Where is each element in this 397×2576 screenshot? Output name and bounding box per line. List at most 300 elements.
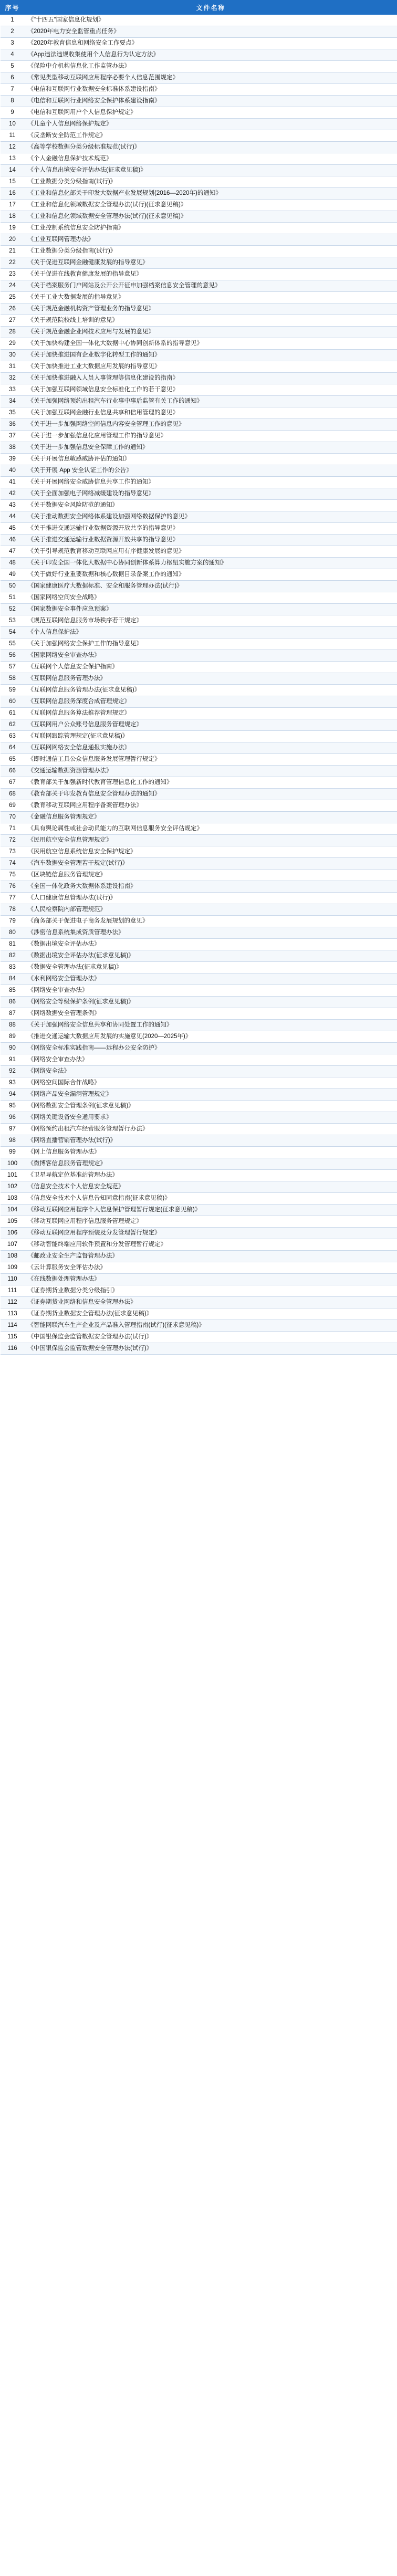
cell-document-name: 《关于进一步加强信息化应用管理工作的指导意见》 — [25, 431, 397, 442]
cell-document-name: 《关于档案服务门户网站及公开公开征申加强档案信息安全管理的意见》 — [25, 280, 397, 292]
cell-document-name: 《App违法违规收集使用个人信息行为认定方法》 — [25, 49, 397, 61]
cell-index: 85 — [1, 985, 25, 997]
cell-document-name: 《反垄断安全防范工作规定》 — [25, 130, 397, 142]
cell-document-name: 《工业互联网管理办法》 — [25, 234, 397, 246]
cell-index: 78 — [1, 904, 25, 916]
table-row — [1, 454, 397, 465]
cell-document-name: 《关于推动数据安全网络体系建设加强网络数据保护的意见》 — [25, 511, 397, 523]
cell-document-name: 《互联网信息服务管理办法》 — [25, 673, 397, 685]
cell-index: 13 — [1, 153, 25, 165]
cell-document-name: 《信息安全技术个人信息告知同意指南(征求意见稿)》 — [25, 1193, 397, 1205]
cell-document-name: 《2020年电力安全监管重点任务》 — [25, 26, 397, 38]
cell-document-name: 《关于促进互联网金融健康发展的指导意见》 — [25, 257, 397, 269]
cell-index: 2 — [1, 26, 25, 38]
cell-document-name: 《电信和互联网行业数据安全标准体系建设指南》 — [25, 84, 397, 96]
table-row — [1, 650, 397, 662]
table-row — [1, 777, 397, 789]
table-row — [1, 638, 397, 650]
table-header — [1, 1, 397, 15]
cell-document-name: 《国家网络空间安全战略》 — [25, 592, 397, 604]
cell-index: 3 — [1, 38, 25, 49]
cell-document-name: 《网络安全审查办法》 — [25, 1054, 397, 1066]
table-row — [1, 407, 397, 419]
cell-index: 63 — [1, 731, 25, 742]
table-row — [1, 823, 397, 835]
table-row — [1, 1135, 397, 1147]
table-row — [1, 107, 397, 119]
table-row — [1, 812, 397, 823]
cell-document-name: 《网络安全标准实践指南——远程办公安全防护》 — [25, 1043, 397, 1054]
cell-index: 8 — [1, 96, 25, 107]
cell-index: 98 — [1, 1135, 25, 1147]
cell-index: 54 — [1, 627, 25, 638]
cell-document-name: 《涉密信息系统集成资质管理办法》 — [25, 927, 397, 939]
table-row — [1, 696, 397, 708]
cell-index: 92 — [1, 1066, 25, 1077]
table-row — [1, 789, 397, 800]
table-row — [1, 327, 397, 338]
cell-document-name: 《民用航空安全信息管理规定》 — [25, 835, 397, 846]
cell-index: 102 — [1, 1181, 25, 1193]
cell-index: 48 — [1, 558, 25, 569]
cell-index: 10 — [1, 119, 25, 130]
cell-document-name: 《关于进一步加强网络空间信息内容安全管理工作的意见》 — [25, 419, 397, 431]
cell-index: 77 — [1, 893, 25, 904]
cell-index: 18 — [1, 211, 25, 223]
cell-index: 74 — [1, 858, 25, 870]
table-row — [1, 615, 397, 627]
table-row — [1, 1112, 397, 1124]
cell-document-name: 《即时通信工具公众信息服务发展管理暂行规定》 — [25, 754, 397, 766]
table-row — [1, 280, 397, 292]
cell-document-name: 《关于加强网络预约出租汽车行业事中事后监管有关工作的通知》 — [25, 396, 397, 407]
table-row — [1, 1170, 397, 1181]
cell-document-name: 《关于加强网络安全保护工作的指导意见》 — [25, 638, 397, 650]
cell-document-name: 《教育移动互联网应用程序备案管理办法》 — [25, 800, 397, 812]
cell-index: 90 — [1, 1043, 25, 1054]
cell-document-name: 《工业控制系统信息安全防护指南》 — [25, 223, 397, 234]
cell-document-name: 《关于引导规范教育移动互联网应用有序健康发展的意见》 — [25, 546, 397, 558]
cell-document-name: 《在线数据处理管理办法》 — [25, 1274, 397, 1285]
cell-index: 49 — [1, 569, 25, 581]
table-row — [1, 234, 397, 246]
table-row — [1, 985, 397, 997]
table-row — [1, 1158, 397, 1170]
cell-index: 107 — [1, 1239, 25, 1251]
table-row — [1, 569, 397, 581]
cell-index: 101 — [1, 1170, 25, 1181]
cell-index: 22 — [1, 257, 25, 269]
table-row — [1, 950, 397, 962]
cell-document-name: 《商务部关于促进电子商务发展规划的意见》 — [25, 916, 397, 927]
cell-document-name: 《卫星导航定位基准站管理办法》 — [25, 1170, 397, 1181]
table-row — [1, 1251, 397, 1262]
cell-index: 97 — [1, 1124, 25, 1135]
cell-document-name: 《网络直播营销管理办法(试行)》 — [25, 1135, 397, 1147]
cell-index: 50 — [1, 581, 25, 592]
table-row — [1, 38, 397, 49]
cell-document-name: 《证券期货业网络和信息安全管理办法》 — [25, 1297, 397, 1308]
table-row — [1, 1297, 397, 1308]
cell-index: 21 — [1, 246, 25, 257]
cell-index: 105 — [1, 1216, 25, 1228]
table-row — [1, 500, 397, 511]
cell-index: 14 — [1, 165, 25, 176]
cell-document-name: 《网络安全审查办法》 — [25, 985, 397, 997]
cell-document-name: 《电信和互联网用户个人信息保护规定》 — [25, 107, 397, 119]
table-row — [1, 1124, 397, 1135]
cell-index: 69 — [1, 800, 25, 812]
table-row — [1, 1043, 397, 1054]
table-row — [1, 119, 397, 130]
table-row — [1, 200, 397, 211]
cell-document-name: 《个人信息保护法》 — [25, 627, 397, 638]
cell-document-name: 《关于工业大数据发展的指导意见》 — [25, 292, 397, 303]
table-row — [1, 742, 397, 754]
table-row — [1, 719, 397, 731]
cell-index: 31 — [1, 361, 25, 373]
table-row — [1, 188, 397, 200]
cell-document-name: 《互联网信息服务算法推荐管理规定》 — [25, 708, 397, 719]
cell-document-name: 《互联网信息服务深度合成管理规定》 — [25, 696, 397, 708]
cell-document-name: 《"十四五"国家信息化规划》 — [25, 15, 397, 26]
cell-document-name: 《信息安全技术个人信息安全规范》 — [25, 1181, 397, 1193]
table-row — [1, 673, 397, 685]
table-row — [1, 246, 397, 257]
cell-index: 88 — [1, 1020, 25, 1031]
table-row — [1, 939, 397, 950]
cell-index: 110 — [1, 1274, 25, 1285]
table-row — [1, 1020, 397, 1031]
cell-index: 47 — [1, 546, 25, 558]
cell-index: 82 — [1, 950, 25, 962]
cell-document-name: 《关于进一步加强信息安全保障工作的通知》 — [25, 442, 397, 454]
cell-index: 115 — [1, 1332, 25, 1343]
cell-document-name: 《关于加快推进融入人员人事管理等信息化建设的指南》 — [25, 373, 397, 384]
cell-document-name: 《国家健康医疗大数据标准、安全和服务管理办法(试行)》 — [25, 581, 397, 592]
cell-document-name: 《云计算服务安全评估办法》 — [25, 1262, 397, 1274]
table-row — [1, 962, 397, 973]
cell-index: 17 — [1, 200, 25, 211]
table-row — [1, 904, 397, 916]
table-row — [1, 627, 397, 638]
cell-document-name: 《关于数据安全风险防范的通知》 — [25, 500, 397, 511]
column-header-index: 序号 — [1, 1, 25, 15]
table-row — [1, 442, 397, 454]
cell-index: 39 — [1, 454, 25, 465]
cell-index: 55 — [1, 638, 25, 650]
cell-document-name: 《关于开展信息敏感威胁评估的通知》 — [25, 454, 397, 465]
cell-document-name: 《互联网个人信息安全保护指南》 — [25, 662, 397, 673]
cell-document-name: 《关于加强网络安全信息共享和协同处置工作的通知》 — [25, 1020, 397, 1031]
cell-index: 29 — [1, 338, 25, 350]
cell-document-name: 《互联网跟踪管理规定(征求意见稿)》 — [25, 731, 397, 742]
cell-index: 30 — [1, 350, 25, 361]
cell-document-name: 《教育部关于加强新时代教育管理信息化工作的通知》 — [25, 777, 397, 789]
cell-index: 19 — [1, 223, 25, 234]
cell-document-name: 《全国一体化政务大数据体系建设指南》 — [25, 881, 397, 893]
table-row — [1, 662, 397, 673]
cell-document-name: 《推进交通运输大数据应用发展的实施意见(2020—2025年)》 — [25, 1031, 397, 1043]
cell-index: 12 — [1, 142, 25, 153]
cell-document-name: 《关于加快推进国有企业数字化转型工作的通知》 — [25, 350, 397, 361]
table-row — [1, 153, 397, 165]
cell-index: 94 — [1, 1089, 25, 1101]
cell-document-name: 《移动互联网应用程序个人信息保护管理暂行规定(征求意见稿)》 — [25, 1205, 397, 1216]
cell-document-name: 《电信和互联网行业网络安全保护体系建设指南》 — [25, 96, 397, 107]
cell-document-name: 《网络安全等级保护条例(征求意见稿)》 — [25, 997, 397, 1008]
cell-document-name: 《网络数据安全管理条例(征求意见稿)》 — [25, 1101, 397, 1112]
cell-document-name: 《区块链信息服务管理规定》 — [25, 870, 397, 881]
table-row — [1, 754, 397, 766]
table-header-row — [1, 1, 397, 15]
cell-document-name: 《邮政业安全生产监督管理办法》 — [25, 1251, 397, 1262]
cell-document-name: 《个人金融信息保护技术规范》 — [25, 153, 397, 165]
cell-document-name: 《移动智能终端应用软件预置和分发管理暂行规定》 — [25, 1239, 397, 1251]
cell-index: 61 — [1, 708, 25, 719]
table-row — [1, 1008, 397, 1020]
cell-index: 57 — [1, 662, 25, 673]
cell-index: 67 — [1, 777, 25, 789]
cell-index: 16 — [1, 188, 25, 200]
table-row — [1, 835, 397, 846]
cell-document-name: 《证券期货业数据安全管理办法(征求意见稿)》 — [25, 1308, 397, 1320]
cell-document-name: 《关于规范金融机构资产管理业务的指导意见》 — [25, 303, 397, 315]
cell-index: 66 — [1, 766, 25, 777]
cell-document-name: 《保险中介机构信息化工作监管办法》 — [25, 61, 397, 72]
cell-index: 1 — [1, 15, 25, 26]
cell-index: 26 — [1, 303, 25, 315]
table-row — [1, 708, 397, 719]
cell-index: 25 — [1, 292, 25, 303]
table-row — [1, 373, 397, 384]
cell-index: 4 — [1, 49, 25, 61]
cell-index: 84 — [1, 973, 25, 985]
table-row — [1, 315, 397, 327]
cell-document-name: 《国家数据安全事件应急预案》 — [25, 604, 397, 615]
cell-index: 28 — [1, 327, 25, 338]
cell-document-name: 《个人信息出境安全评估办法(征求意见稿)》 — [25, 165, 397, 176]
cell-document-name: 《工业数据分类分级指南(试行)》 — [25, 246, 397, 257]
cell-document-name: 《移动互联网应用程序信息服务管理规定》 — [25, 1216, 397, 1228]
table-row — [1, 731, 397, 742]
cell-document-name: 《中国银保监会监管数据安全管理办法(试行)》 — [25, 1343, 397, 1355]
table-row — [1, 1066, 397, 1077]
cell-index: 73 — [1, 846, 25, 858]
table-row — [1, 1216, 397, 1228]
table-row — [1, 465, 397, 477]
cell-index: 68 — [1, 789, 25, 800]
cell-document-name: 《互联网信息服务管理办法(征求意见稿)》 — [25, 685, 397, 696]
cell-index: 75 — [1, 870, 25, 881]
cell-document-name: 《工业和信息化领域数据安全管理办法(试行)(征求意见稿)》 — [25, 200, 397, 211]
table-row — [1, 927, 397, 939]
table-row — [1, 338, 397, 350]
table-row — [1, 1147, 397, 1158]
cell-index: 91 — [1, 1054, 25, 1066]
cell-index: 95 — [1, 1101, 25, 1112]
cell-index: 79 — [1, 916, 25, 927]
table-row — [1, 1181, 397, 1193]
cell-index: 80 — [1, 927, 25, 939]
cell-document-name: 《关于做好行业重要数据和核心数据目录备案工作的通知》 — [25, 569, 397, 581]
table-row — [1, 881, 397, 893]
cell-index: 112 — [1, 1297, 25, 1308]
table-row — [1, 488, 397, 500]
table-row — [1, 1077, 397, 1089]
table-row — [1, 384, 397, 396]
cell-index: 7 — [1, 84, 25, 96]
cell-index: 72 — [1, 835, 25, 846]
cell-document-name: 《关于规范院校线上培训的意见》 — [25, 315, 397, 327]
cell-document-name: 《关于加强互联网领域信息安全标准化工作的若干意见》 — [25, 384, 397, 396]
table-row — [1, 15, 397, 26]
cell-document-name: 《微博客信息服务管理规定》 — [25, 1158, 397, 1170]
table-row — [1, 1205, 397, 1216]
table-row — [1, 916, 397, 927]
table-row — [1, 685, 397, 696]
table-row — [1, 1101, 397, 1112]
cell-document-name: 《儿童个人信息网络保护规定》 — [25, 119, 397, 130]
cell-document-name: 《教育部关于印发教育信息安全管理办法的通知》 — [25, 789, 397, 800]
table-row — [1, 858, 397, 870]
cell-document-name: 《金融信息服务管理规定》 — [25, 812, 397, 823]
cell-document-name: 《关于推进交通运输行业数据资源开放共享的指导意见》 — [25, 523, 397, 535]
table-row — [1, 176, 397, 188]
cell-index: 99 — [1, 1147, 25, 1158]
cell-index: 41 — [1, 477, 25, 488]
cell-document-name: 《具有舆论属性或社会动员能力的互联网信息服务安全评估规定》 — [25, 823, 397, 835]
cell-document-name: 《关于全面加强电子网络减缓建设的指导意见》 — [25, 488, 397, 500]
cell-index: 9 — [1, 107, 25, 119]
cell-document-name: 《工业和信息化部关于印发大数据产业发展规划(2016—2020年)的通知》 — [25, 188, 397, 200]
cell-index: 24 — [1, 280, 25, 292]
cell-index: 106 — [1, 1228, 25, 1239]
table-row — [1, 1285, 397, 1297]
table-row — [1, 592, 397, 604]
cell-document-name: 《数据出境安全评估办法》 — [25, 939, 397, 950]
cell-document-name: 《中国银保监会监管数据安全管理办法(试行)》 — [25, 1332, 397, 1343]
cell-index: 111 — [1, 1285, 25, 1297]
cell-index: 52 — [1, 604, 25, 615]
table-row — [1, 1262, 397, 1274]
table-row — [1, 558, 397, 569]
column-header-document-name: 文件名称 — [25, 1, 397, 15]
cell-document-name: 《常见类型移动互联网应用程序必要个人信息范围规定》 — [25, 72, 397, 84]
cell-document-name: 《关于加快构建全国一体化大数据中心协同创新体系的指导意见》 — [25, 338, 397, 350]
table-row — [1, 604, 397, 615]
table-row — [1, 546, 397, 558]
cell-index: 27 — [1, 315, 25, 327]
table-row — [1, 361, 397, 373]
cell-index: 116 — [1, 1343, 25, 1355]
cell-document-name: 《网络空间国际合作战略》 — [25, 1077, 397, 1089]
cell-document-name: 《数据出境安全评估办法(征求意见稿)》 — [25, 950, 397, 962]
cell-document-name: 《互联网用户公众账号信息服务管理规定》 — [25, 719, 397, 731]
cell-document-name: 《人民检察院内部管理规范》 — [25, 904, 397, 916]
cell-index: 62 — [1, 719, 25, 731]
cell-index: 35 — [1, 407, 25, 419]
cell-index: 114 — [1, 1320, 25, 1332]
cell-index: 46 — [1, 535, 25, 546]
cell-index: 87 — [1, 1008, 25, 1020]
cell-index: 43 — [1, 500, 25, 511]
table-row — [1, 973, 397, 985]
cell-index: 89 — [1, 1031, 25, 1043]
cell-document-name: 《关于印发全国一体化大数据中心协同创新体系算力枢纽实施方案的通知》 — [25, 558, 397, 569]
cell-document-name: 《网络预约出租汽车经营服务管理暂行办法》 — [25, 1124, 397, 1135]
table-row — [1, 1193, 397, 1205]
cell-document-name: 《国家网络安全审查办法》 — [25, 650, 397, 662]
table-row — [1, 431, 397, 442]
cell-index: 71 — [1, 823, 25, 835]
table-row — [1, 800, 397, 812]
table-row — [1, 1054, 397, 1066]
cell-index: 58 — [1, 673, 25, 685]
cell-index: 33 — [1, 384, 25, 396]
cell-index: 70 — [1, 812, 25, 823]
cell-index: 51 — [1, 592, 25, 604]
cell-index: 64 — [1, 742, 25, 754]
cell-document-name: 《网上信息服务管理办法》 — [25, 1147, 397, 1158]
cell-index: 45 — [1, 523, 25, 535]
cell-index: 81 — [1, 939, 25, 950]
cell-document-name: 《网络数据安全管理条例》 — [25, 1008, 397, 1020]
table-row — [1, 1239, 397, 1251]
cell-index: 42 — [1, 488, 25, 500]
table-row — [1, 303, 397, 315]
table-row — [1, 350, 397, 361]
cell-document-name: 《关于规范金融企业网技术应用与发展的意见》 — [25, 327, 397, 338]
cell-document-name: 《关于促进在线教育健康发展的指导意见》 — [25, 269, 397, 280]
table-row — [1, 72, 397, 84]
table-row — [1, 130, 397, 142]
table-row — [1, 870, 397, 881]
cell-index: 60 — [1, 696, 25, 708]
cell-index: 5 — [1, 61, 25, 72]
table-row — [1, 477, 397, 488]
cell-index: 6 — [1, 72, 25, 84]
cell-document-name: 《2020年教育信息和网络安全工作要点》 — [25, 38, 397, 49]
table-row — [1, 511, 397, 523]
table-row — [1, 142, 397, 153]
cell-index: 83 — [1, 962, 25, 973]
table-row — [1, 535, 397, 546]
table-row — [1, 396, 397, 407]
cell-document-name: 《关于加强互联网金融行业信息共享和信用管理的意见》 — [25, 407, 397, 419]
table-row — [1, 257, 397, 269]
cell-index: 20 — [1, 234, 25, 246]
cell-document-name: 《规范互联网信息服务市场秩序若干规定》 — [25, 615, 397, 627]
cell-document-name: 《网络关键设备安全通用要求》 — [25, 1112, 397, 1124]
cell-index: 34 — [1, 396, 25, 407]
cell-document-name: 《民用航空信息系统信息安全保护规定》 — [25, 846, 397, 858]
cell-document-name: 《工业数据分类分级指南(试行)》 — [25, 176, 397, 188]
cell-index: 76 — [1, 881, 25, 893]
cell-index: 100 — [1, 1158, 25, 1170]
table-row — [1, 61, 397, 72]
cell-index: 53 — [1, 615, 25, 627]
cell-index: 15 — [1, 176, 25, 188]
cell-index: 86 — [1, 997, 25, 1008]
table-row — [1, 523, 397, 535]
cell-index: 93 — [1, 1077, 25, 1089]
cell-index: 59 — [1, 685, 25, 696]
cell-index: 103 — [1, 1193, 25, 1205]
table-row — [1, 49, 397, 61]
table-row — [1, 419, 397, 431]
cell-document-name: 《网络产品安全漏洞管理规定》 — [25, 1089, 397, 1101]
